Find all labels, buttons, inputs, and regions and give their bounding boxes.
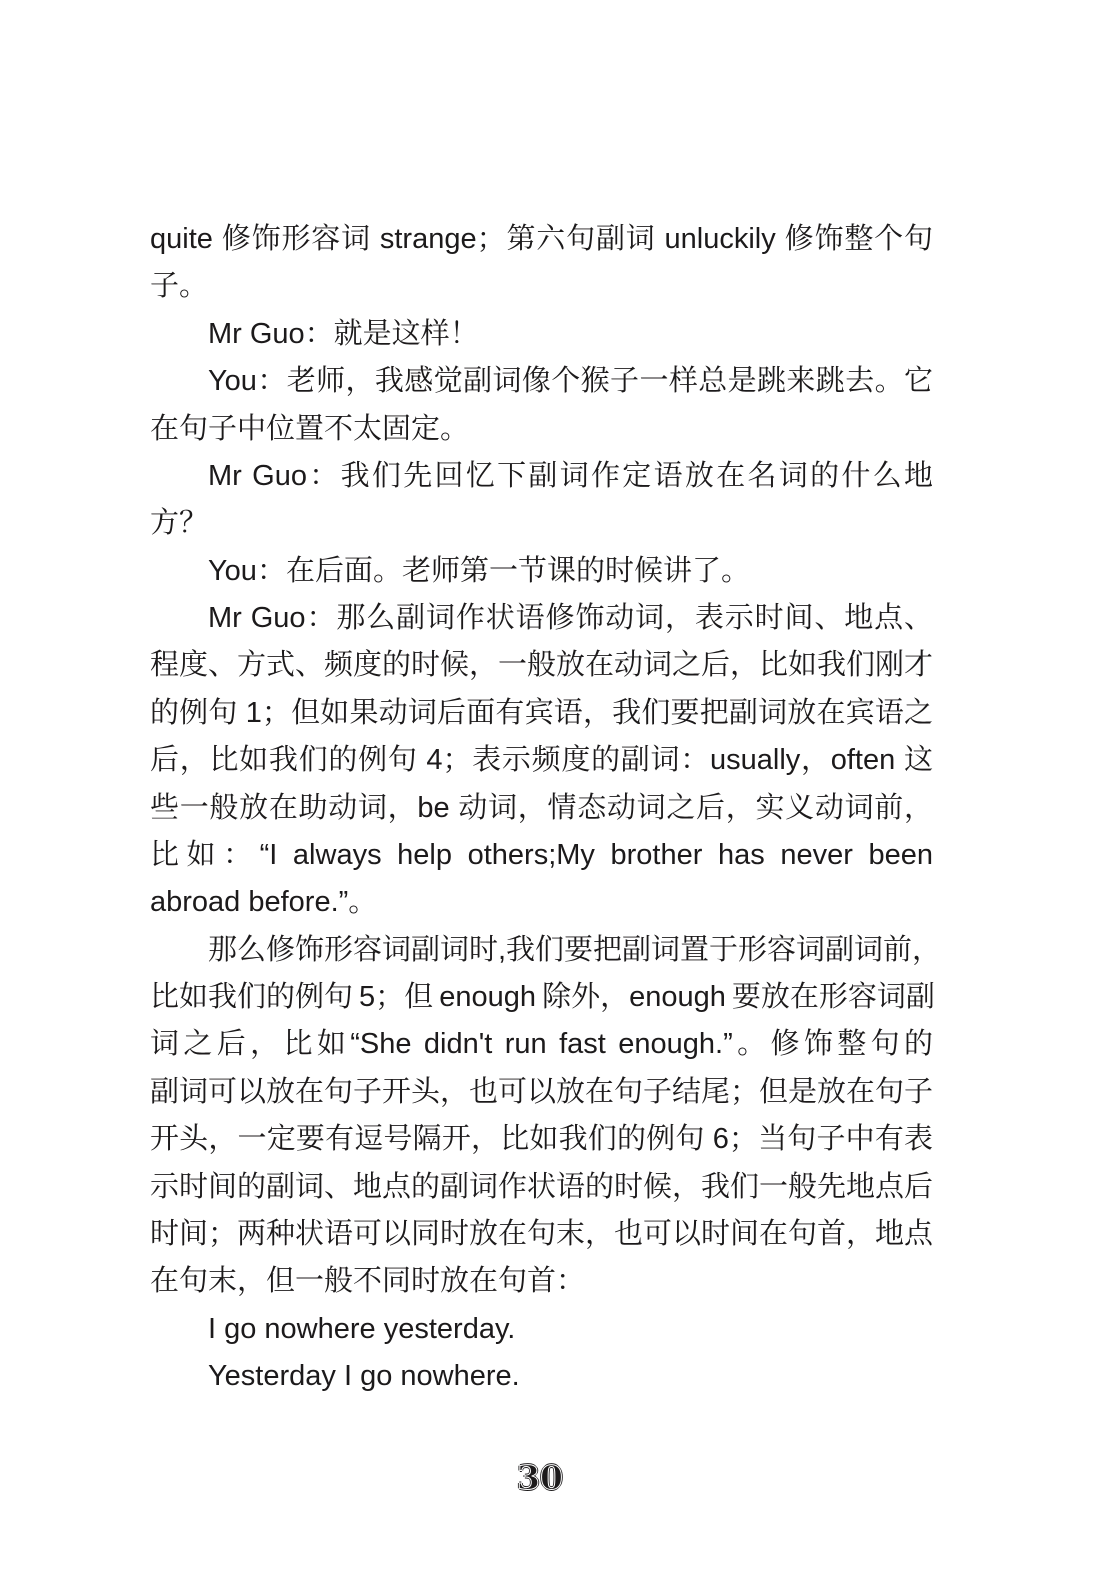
dialogue-mr-guo [150, 453, 933, 548]
text-line: 方？ [150, 507, 209, 540]
text-line: quite 修饰形容词 strange；第六句副词 unluckily 修饰整个句 [150, 223, 933, 255]
text-line: 比如：“I always help others;My brother has never been [150, 838, 933, 871]
text-line: Mr Guo：我们先回忆下副词作定语放在名词的什么地 [208, 459, 933, 492]
text-line: I go nowhere yesterday. [208, 1312, 516, 1345]
text-line: 那么修饰形容词副词时,我们要把副词置于形容词副词前， [208, 933, 942, 966]
example-sentence [150, 1353, 933, 1400]
page-number: 30 [517, 1458, 563, 1497]
paragraph [150, 927, 942, 1306]
dialogue-mr-guo [150, 311, 933, 358]
text-line: 时间；两种状语可以同时放在句末，也可以时间在句首，地点 [150, 1217, 934, 1250]
dialogue-you [150, 548, 933, 595]
dialogue-you [150, 358, 933, 453]
text-line: You：老师，我感觉副词像个猴子一样总是跳来跳去。它 [208, 365, 933, 398]
text-line: Mr Guo：那么副词作状语修饰动词，表示时间、地点、 [208, 602, 933, 634]
text-line: Yesterday I go nowhere. [208, 1360, 520, 1392]
text-line: 副词可以放在句子开头，也可以放在句子结尾；但是放在句子 [150, 1075, 934, 1108]
body-text [150, 216, 942, 1400]
dialogue-mr-guo [150, 595, 933, 927]
text-line: 开头，一定要有逗号隔开，比如我们的例句 6；当句子中有表 [150, 1123, 933, 1156]
text-line: 的例句 1；但如果动词后面有宾语，我们要把副词放在宾语之 [150, 696, 933, 729]
text-line: 些一般放在助动词，be 动词，情态动词之后，实义动词前， [150, 791, 933, 824]
text-line: 词之后，比如“She didn't run fast enough.”。修饰整句的 [150, 1028, 933, 1061]
text-line: 后，比如我们的例句 4；表示频度的副词：usually，often 这 [150, 744, 933, 777]
text-line: Mr Guo：就是这样！ [208, 317, 479, 350]
text-line: 示时间的副词、地点的副词作状语的时候，我们一般先地点后 [150, 1170, 934, 1203]
text-line: You：在后面。老师第一节课的时候讲了。 [208, 554, 750, 587]
text-line: 在句子中位置不太固定。 [150, 412, 470, 445]
text-line: 比如我们的例句 5；但 enough 除外，enough 要放在形容词副 [150, 981, 935, 1013]
text-line: 子。 [150, 270, 209, 303]
paragraph-continued [150, 216, 933, 311]
text-line: abroad before.”。 [150, 886, 378, 919]
text-line: 程度、方式、频度的时候，一般放在动词之后，比如我们刚才 [150, 649, 934, 682]
text-line: 在句末，但一般不同时放在句首： [150, 1265, 586, 1298]
example-sentence [150, 1306, 933, 1353]
